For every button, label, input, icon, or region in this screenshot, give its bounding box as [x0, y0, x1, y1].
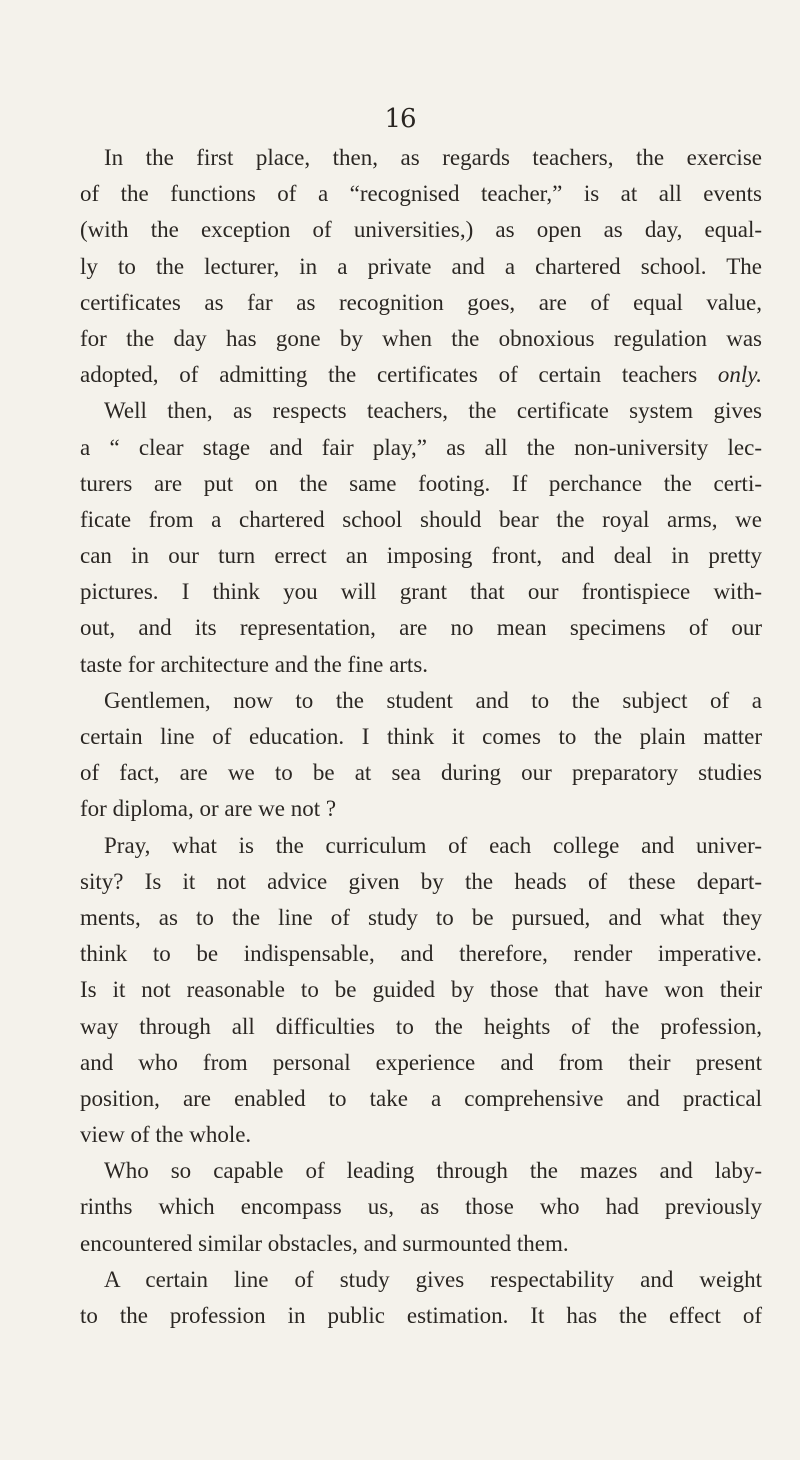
- text-line-content: for diploma, or are we not ?: [80, 796, 337, 822]
- text-line-content: taste for architecture and the fine arts.: [80, 651, 429, 677]
- text-line: [80, 1153, 762, 1189]
- text-line: [80, 900, 762, 936]
- text-line-content: A certain line of study gives respectability and weight: [104, 1266, 762, 1292]
- text-line-content: think to be indispensable, and therefore, render imperative.: [80, 941, 762, 967]
- text-line-content: and who from personal experience and from their present: [80, 1049, 762, 1075]
- text-line: [80, 502, 762, 538]
- text-line: [80, 321, 762, 357]
- text-line-content: Pray, what is the curriculum of each college and univer-: [104, 832, 762, 858]
- text-line: [80, 249, 762, 285]
- text-line: [80, 1189, 762, 1225]
- text-line-content: adopted, of admitting the certificates of certain teachers: [80, 362, 718, 388]
- text-line-content: ments, as to the line of study to be pursued, and what they: [80, 904, 762, 930]
- text-line-content: can in our turn errect an imposing front, and deal in pretty: [80, 543, 762, 569]
- text-line: [80, 683, 762, 719]
- text-line: [80, 538, 762, 574]
- text-line-content: a “ clear stage and fair play,” as all the non-university lec-: [80, 434, 762, 460]
- text-line: [80, 1117, 762, 1153]
- text-line: [80, 791, 762, 827]
- text-line: [80, 1081, 762, 1117]
- text-line-content: Who so capable of leading through the mazes and laby-: [104, 1158, 762, 1184]
- text-line: [80, 1045, 762, 1081]
- text-line: [80, 1009, 762, 1045]
- body-text: [80, 140, 762, 1334]
- text-line-content: encountered similar obstacles, and surmounted them.: [80, 1230, 569, 1256]
- text-line: [80, 140, 762, 176]
- text-line: [80, 647, 762, 683]
- text-line: [80, 610, 762, 646]
- text-line-content: ly to the lecturer, in a private and a chartered school. The: [80, 253, 762, 279]
- text-line-content: turers are put on the same footing. If perchance the certi-: [80, 470, 762, 496]
- text-line-content: for the day has gone by when the obnoxious regulation was: [80, 325, 762, 351]
- page-number: 16: [384, 104, 416, 134]
- text-line: [80, 755, 762, 791]
- text-line: [80, 430, 762, 466]
- text-line: [80, 972, 762, 1008]
- text-line: [80, 357, 762, 393]
- text-line-content: of fact, are we to be at sea during our preparatory studies: [80, 760, 762, 786]
- text-line: [80, 176, 762, 212]
- text-line: [80, 936, 762, 972]
- text-line-content: to the profession in public estimation. It has the effect of: [80, 1303, 762, 1328]
- text-line-content: In the first place, then, as regards teachers, the exercise: [104, 145, 762, 170]
- text-line-content: position, are enabled to take a comprehensive and practical: [80, 1085, 762, 1111]
- text-line: [80, 393, 762, 429]
- text-line: [80, 285, 762, 321]
- text-line-content: sity? Is it not advice given by the heads of these depart-: [80, 868, 762, 894]
- text-line-content: (with the exception of universities,) as open as day, equal-: [80, 217, 762, 243]
- text-line-content: view of the whole.: [80, 1122, 252, 1148]
- text-line: [80, 828, 762, 864]
- text-line-content: way through all difficulties to the heights of the profession,: [80, 1013, 762, 1039]
- text-line-content: pictures. I think you will grant that our frontispiece with-: [80, 579, 762, 605]
- text-line-content: ficate from a chartered school should bear the royal arms, we: [80, 506, 762, 532]
- text-line-content: Well then, as respects teachers, the certificate system gives: [104, 398, 762, 424]
- text-line: [80, 719, 762, 755]
- text-line-content: out, and its representation, are no mean specimens of our: [80, 615, 762, 641]
- text-line-content: certain line of education. I think it comes to the plain matter: [80, 724, 762, 749]
- text-line: [80, 864, 762, 900]
- text-line: [80, 212, 762, 248]
- text-line-content: certificates as far as recognition goes, are of equal value,: [80, 289, 762, 315]
- text-line: [80, 1226, 762, 1262]
- text-line-content: Is it not reasonable to be guided by those that have won their: [80, 977, 762, 1003]
- text-line: [80, 466, 762, 502]
- text-line-content: of the functions of a “recognised teacher,” is at all events: [80, 181, 762, 207]
- italic-emphasis: only.: [717, 362, 762, 388]
- text-line-content: Gentlemen, now to the student and to the subject of a: [104, 687, 762, 713]
- text-line: [80, 1262, 762, 1298]
- text-line-content: rinths which encompass us, as those who had previously: [80, 1194, 762, 1220]
- text-line: [80, 1298, 762, 1334]
- text-line: [80, 574, 762, 610]
